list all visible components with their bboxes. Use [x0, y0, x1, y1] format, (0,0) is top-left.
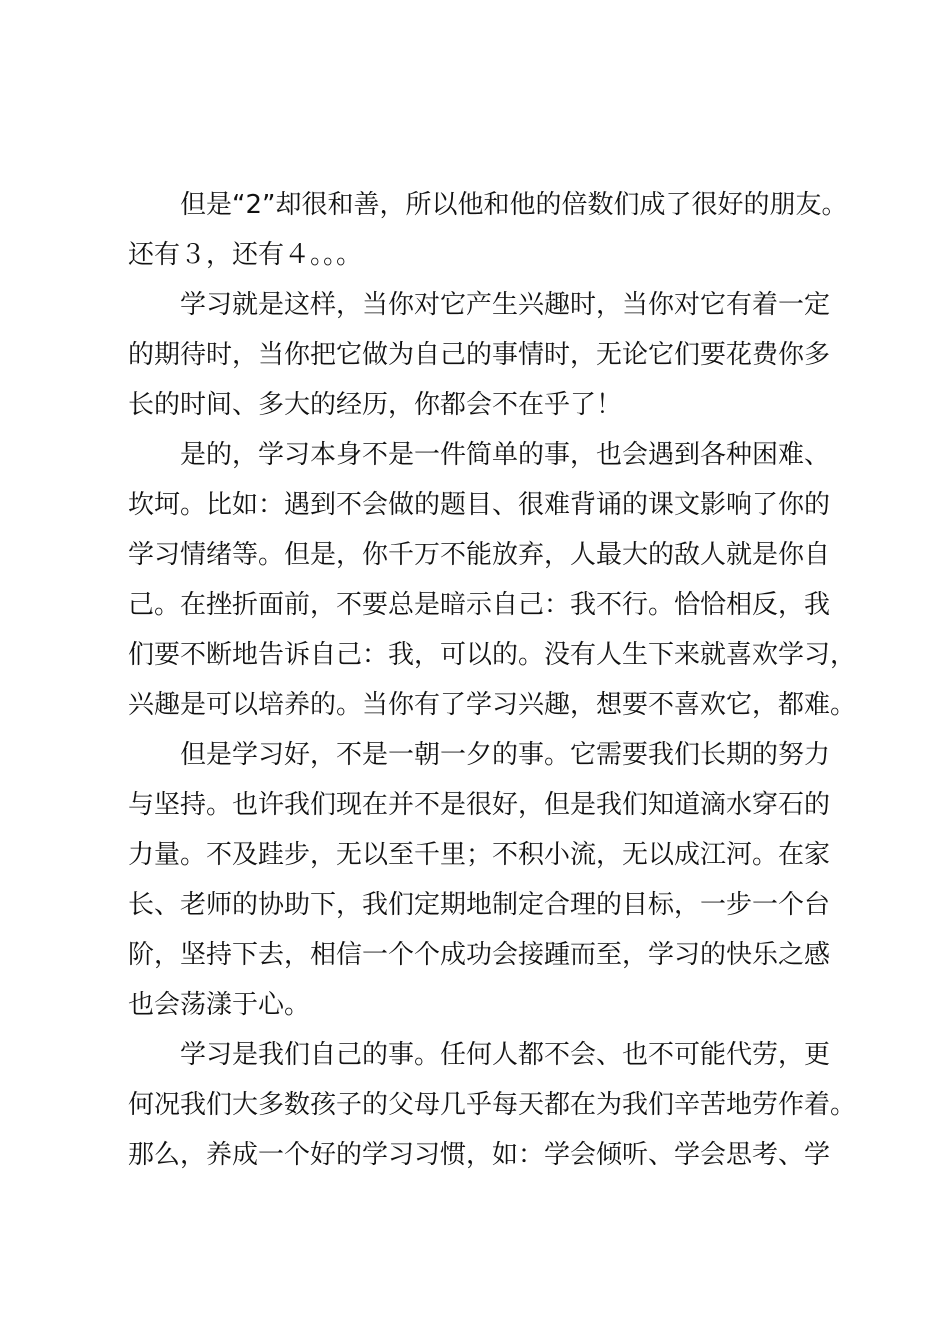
paragraph-line: 何况我们大多数孩子的父母几乎每天都在为我们辛苦地劳作着。: [128, 1090, 857, 1120]
paragraph-line: 们要不断地告诉自己：我，可以的。没有人生下来就喜欢学习，: [128, 640, 857, 670]
paragraph-line: 坎坷。比如：遇到不会做的题目、很难背诵的课文影响了你的: [128, 490, 831, 520]
paragraph-line: 阶，坚持下去，相信一个个成功会接踵而至，学习的快乐之感: [128, 940, 831, 970]
paragraph-line: 还有３，还有４。。。: [128, 240, 363, 270]
body-text: [128, 180, 857, 1180]
paragraph-line: 长、老师的协助下，我们定期地制定合理的目标，一步一个台: [128, 890, 831, 920]
paragraph-line: 但是学习好，不是一朝一夕的事。它需要我们长期的努力: [180, 740, 831, 770]
paragraph-line: 力量。不及跬步，无以至千里；不积小流，无以成江河。在家: [128, 840, 831, 870]
paragraph-line: 的期待时，当你把它做为自己的事情时，无论它们要花费你多: [128, 340, 831, 370]
paragraph-line: 也会荡漾于心。: [128, 990, 311, 1020]
paragraph-line: 长的时间、多大的经历，你都会不在乎了！: [128, 390, 623, 420]
paragraph-line: 学习情绪等。但是，你千万不能放弃，人最大的敌人就是你自: [128, 540, 831, 570]
paragraph-line: 学习就是这样，当你对它产生兴趣时，当你对它有着一定: [180, 290, 831, 320]
paragraph-line: 但是“2”却很和善，所以他和他的倍数们成了很好的朋友。: [180, 190, 848, 220]
paragraph-line: 己。在挫折面前，不要总是暗示自己：我不行。恰恰相反，我: [128, 590, 831, 620]
paragraph-line: 学习是我们自己的事。任何人都不会、也不可能代劳，更: [180, 1040, 831, 1070]
paragraph-line: 兴趣是可以培养的。当你有了学习兴趣，想要不喜欢它，都难。: [128, 690, 857, 720]
paragraph-line: 是的，学习本身不是一件简单的事，也会遇到各种困难、: [180, 440, 831, 470]
paragraph-line: 与坚持。也许我们现在并不是很好，但是我们知道滴水穿石的: [128, 790, 831, 820]
paragraph-line: 那么，养成一个好的学习习惯，如：学会倾听、学会思考、学: [128, 1140, 831, 1170]
